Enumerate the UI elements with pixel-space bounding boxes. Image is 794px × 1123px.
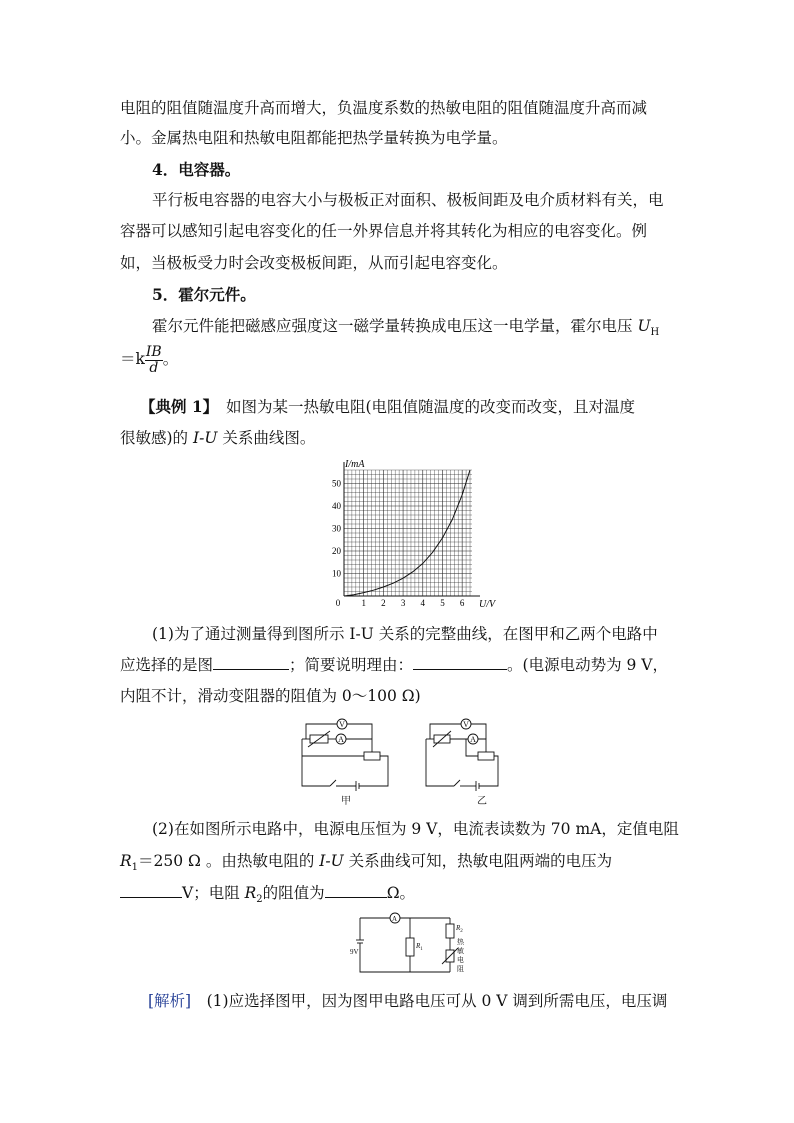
- paragraph-line: 容器可以感知引起电容变化的任一外界信息并将其转化为相应的电容变化。例: [120, 222, 648, 240]
- circuit-diagrams: [292, 712, 502, 808]
- paragraph-line: 小。金属热电阻和热敏电阻都能把热学量转换为电学量。: [120, 129, 508, 147]
- x-tick-label: 5: [440, 598, 445, 608]
- circuit-label-jia: 甲: [341, 796, 351, 807]
- question-text: ＝250 Ω 。由热敏电阻的: [138, 852, 320, 870]
- circuit-jia: [302, 719, 388, 791]
- formula-end: 。: [162, 350, 179, 368]
- hall-formula: [120, 344, 178, 376]
- ammeter-symbol: A: [338, 735, 344, 744]
- example-line: [120, 428, 315, 448]
- paragraph-line: [152, 316, 659, 343]
- x-axis-label: U/V: [479, 599, 496, 610]
- paragraph-line: 电阻的阻值随温度升高而增大，负温度系数的热敏电阻的阻值随温度升高而减: [120, 99, 648, 117]
- r2-label: $R_2$: [456, 924, 463, 934]
- example-line: [140, 397, 635, 417]
- question-text: V；电阻: [182, 884, 245, 902]
- thermistor-char: 电: [457, 956, 464, 964]
- chart-axes: [344, 462, 480, 596]
- fraction-numerator: IB: [145, 343, 162, 360]
- y-tick-label: 10: [332, 568, 341, 579]
- question-text: 。(电源电动势为 9 V，: [507, 656, 668, 674]
- thermistor-char: 阻: [457, 965, 464, 973]
- paragraph-line: 平行板电容器的电容大小与极板正对面积、极板间距及电介质材料有关，电: [152, 191, 664, 209]
- example-tag: 【典例 1】: [140, 397, 211, 416]
- question-text: ；简要说明理由：: [289, 656, 414, 674]
- y-axis-label: I/mA: [345, 459, 365, 470]
- analysis-tag: [解析]: [148, 992, 192, 1010]
- fraction-denominator: d: [149, 359, 159, 376]
- source-label: 9V: [350, 948, 359, 956]
- analysis-text: (1)应选择图甲，因为图甲电路电压可从 0 V 调到所需电压，电压调: [191, 992, 668, 1010]
- y-tick-label: 50: [332, 478, 341, 489]
- y-tick-label: 40: [332, 501, 341, 511]
- hall-voltage-symbol: U: [637, 317, 651, 335]
- answer-blank-circuit[interactable]: [213, 655, 289, 670]
- iu-curve-chart: [322, 456, 502, 612]
- circuit-label-yi: 乙: [477, 796, 487, 807]
- r2-subscript: 2: [256, 894, 263, 906]
- formula-eq: ＝k: [120, 350, 145, 368]
- paragraph-line: 如，当极板受力时会改变极板间距，从而引起电容变化。: [120, 254, 508, 272]
- question-1-line: [120, 655, 668, 675]
- r1-subscript: 1: [131, 862, 139, 874]
- x-tick-label: 0: [335, 598, 341, 608]
- x-tick-label: 3: [400, 598, 406, 608]
- question-2-line: [120, 851, 612, 878]
- example-text: 很敏感)的: [120, 429, 193, 447]
- answer-blank-reason[interactable]: [413, 655, 507, 670]
- ammeter-symbol: A: [392, 915, 398, 923]
- question-text: Ω。: [386, 884, 416, 902]
- question-text: 关系曲线可知，热敏电阻两端的电压为: [343, 852, 613, 870]
- x-tick-label: 1: [361, 598, 366, 608]
- r1-symbol: R: [120, 852, 132, 870]
- thermistor-char: 敏: [457, 947, 464, 955]
- circuit-yi: [426, 719, 498, 791]
- question-text: 应选择的是图: [120, 656, 214, 674]
- example-text: 如图为某一热敏电阻(电阻值随温度的改变而改变，且对温度: [210, 398, 635, 416]
- answer-blank-voltage[interactable]: [120, 883, 182, 898]
- example-text: 关系曲线图。: [217, 429, 316, 447]
- hall-voltage-subscript: H: [650, 327, 660, 339]
- voltmeter-symbol: V: [339, 720, 345, 729]
- hall-text: 霍尔元件能把磁感应强度这一磁学量转换成电压这一电学量，霍尔电压: [152, 317, 638, 335]
- question-2-line: [120, 883, 415, 910]
- answer-blank-resistance[interactable]: [325, 883, 387, 898]
- thermistor-char: 热: [457, 938, 464, 946]
- question-1-line: 内阻不计，滑动变阻器的阻值为 0～100 Ω): [120, 687, 421, 705]
- r2-symbol: R: [244, 884, 257, 902]
- chart-grid: [344, 470, 472, 596]
- voltmeter-symbol: V: [463, 720, 469, 729]
- circuit-diagram-2: [350, 910, 480, 982]
- ammeter-symbol: A: [470, 735, 476, 744]
- question-2-line: (2)在如图所示电路中，电源电压恒为 9 V，电流表读数为 70 mA，定值电阻: [152, 820, 679, 838]
- analysis-line: [148, 991, 667, 1011]
- r1-label: $R_1$: [416, 942, 423, 952]
- y-tick-label: 30: [332, 523, 341, 534]
- formula-fraction: [145, 345, 163, 376]
- question-text: 的阻值为: [262, 884, 325, 902]
- question-1-line: (1)为了通过测量得到图所示 I-U 关系的完整曲线，在图甲和乙两个电路中: [152, 625, 658, 643]
- iu-label: I-U: [319, 852, 344, 870]
- y-tick-label: 20: [332, 546, 341, 556]
- x-tick-label: 2: [381, 598, 386, 608]
- x-tick-label: 6: [459, 598, 465, 608]
- section-heading-hall-element: 5．霍尔元件。: [152, 285, 256, 304]
- section-heading-capacitor: 4．电容器。: [152, 160, 241, 179]
- x-tick-label: 4: [420, 598, 426, 608]
- iu-label: I-U: [192, 429, 218, 447]
